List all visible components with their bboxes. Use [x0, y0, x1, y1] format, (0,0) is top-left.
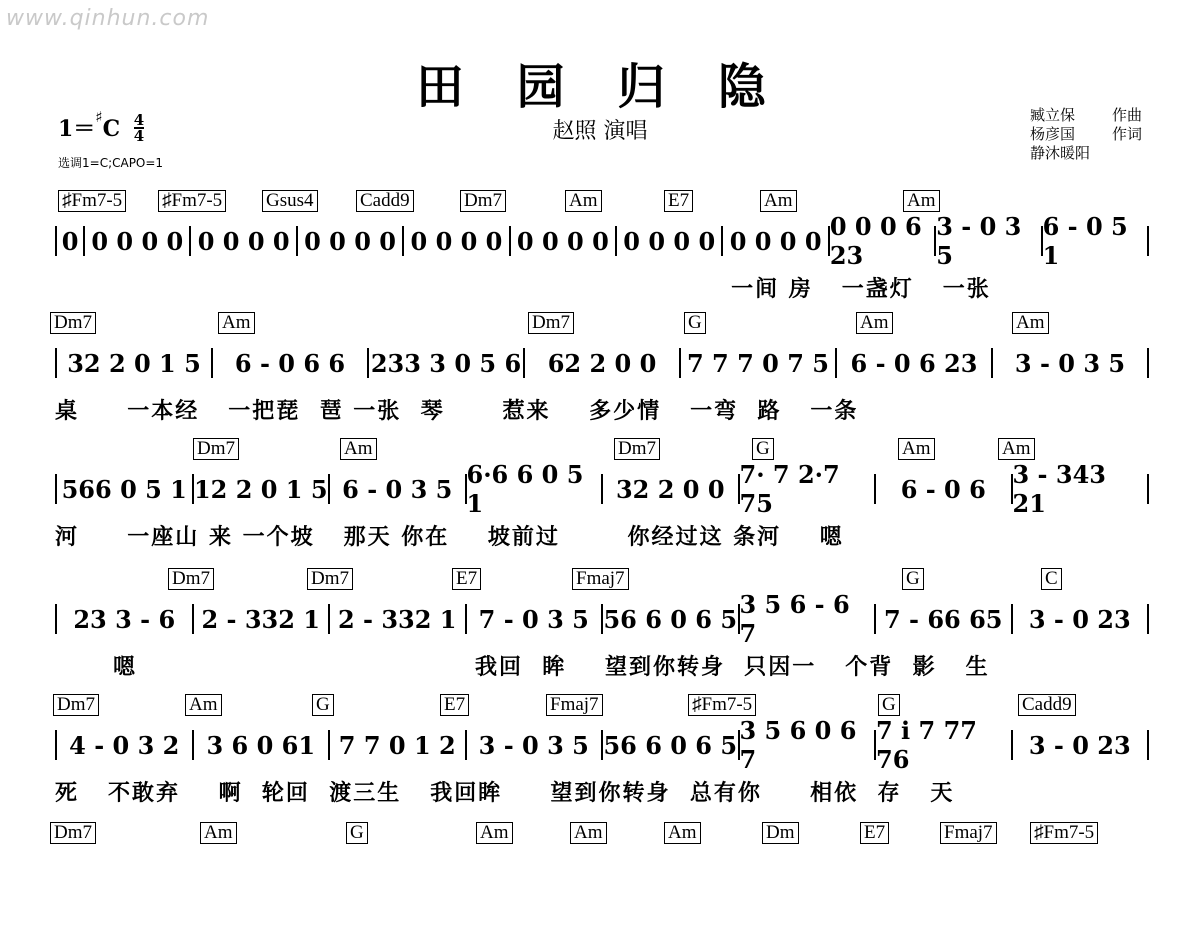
measure: 0 0 0 0	[617, 226, 723, 256]
measure: 0	[57, 226, 85, 256]
chord-box: Am	[565, 190, 602, 212]
measure: 0 0 0 0	[298, 226, 404, 256]
measure: 0 0 0 0	[511, 226, 617, 256]
notation-line	[55, 212, 1149, 270]
score-system	[0, 312, 1200, 437]
singer-credit: 赵照 演唱	[552, 119, 648, 144]
chord-box: Dm7	[50, 312, 96, 334]
chord-box: Am	[760, 190, 797, 212]
sharp-sign: ♯	[95, 108, 103, 126]
measure: 6 - 0 6	[876, 474, 1013, 504]
measure: 7 - 66 65	[876, 604, 1013, 634]
measure: 3 - 0 23	[1028, 604, 1131, 634]
measure: 6 - 0 6 23	[837, 348, 993, 378]
chord-box: Am	[570, 822, 607, 844]
credit-role: 作词	[1112, 125, 1143, 143]
score-system	[0, 568, 1200, 693]
key-note: C	[102, 116, 121, 142]
measure: 3 - 0 3 5	[1014, 348, 1126, 378]
notation-line	[55, 590, 1149, 648]
measure: 0 0 0 0	[404, 226, 510, 256]
chord-box: Dm7	[528, 312, 574, 334]
lyric-line: 桌 一本经 一把琵 琶 一张 琴 惹来 多少情 一弯 路 一条	[55, 399, 859, 424]
measure: 3 - 0 3 5	[467, 730, 604, 760]
chord-box: Fmaj7	[546, 694, 603, 716]
measure: 3 - 0 3 5	[936, 226, 1042, 256]
chord-box: Am	[218, 312, 255, 334]
measure: 7 - 0 3 5	[467, 604, 604, 634]
chord-box: Gsus4	[262, 190, 318, 212]
chord-box: Dm7	[53, 694, 99, 716]
credit-composer	[1030, 106, 1142, 125]
credit-lyricist	[1030, 125, 1142, 144]
credit-name: 静沐暖阳	[1030, 144, 1091, 162]
score-system	[0, 190, 1200, 315]
measure: 56 6 0 6 5	[603, 730, 740, 760]
chord-box: Am	[898, 438, 935, 460]
measure: 6·6 6 0 5 1	[467, 474, 604, 504]
chord-box: G	[878, 694, 900, 716]
chord-box: Am	[185, 694, 222, 716]
chord-box: ♯Fm7-5	[688, 694, 756, 716]
measure: 3 6 0 61	[194, 730, 331, 760]
chord-box: E7	[452, 568, 481, 590]
measure: 6 - 0 5 1	[1042, 212, 1128, 270]
chord-box: Fmaj7	[940, 822, 997, 844]
chord-box: Am	[476, 822, 513, 844]
measure: 3 - 343 21	[1012, 460, 1106, 518]
credit-arranger	[1030, 144, 1142, 163]
measure: 7 7 0 1 2	[330, 730, 467, 760]
score-system	[0, 694, 1200, 819]
chord-box: C	[1041, 568, 1062, 590]
chord-box: G	[684, 312, 706, 334]
chord-box: Am	[200, 822, 237, 844]
lyric-line: 一间 房 一盏灯 一张	[55, 277, 991, 302]
key-signature	[58, 108, 145, 145]
chord-box: Am	[903, 190, 940, 212]
chord-box: ♯Fm7-5	[58, 190, 126, 212]
chord-box: G	[312, 694, 334, 716]
chord-box: G	[902, 568, 924, 590]
chord-box: Dm	[762, 822, 799, 844]
watermark: www.qinhun.com	[6, 6, 210, 31]
chord-box: Am	[1012, 312, 1049, 334]
notation-line	[55, 716, 1149, 774]
credit-name: 杨彦国	[1030, 125, 1076, 143]
chord-box: ♯Fm7-5	[158, 190, 226, 212]
credits	[1030, 106, 1142, 163]
notation-line	[55, 348, 1149, 378]
chord-box: Am	[998, 438, 1035, 460]
measure: 32 2 0 1 5	[57, 348, 213, 378]
chord-box: Cadd9	[1018, 694, 1076, 716]
lyric-line: 死 不敢弃 啊 轮回 渡三生 我回眸 望到你转身 总有你 相依 存 天	[55, 781, 955, 806]
chord-box: E7	[664, 190, 693, 212]
measure: 3 5 6 0 6 7	[740, 730, 877, 760]
measure: 7· 7 2·7 75	[740, 474, 877, 504]
lyric-line: 嗯 我回 眸 望到你转身 只因一 个背 影 生	[55, 655, 990, 680]
chord-box: Dm7	[193, 438, 239, 460]
measure: 0 0 0 0	[85, 226, 191, 256]
chord-box: ♯Fm7-5	[1030, 822, 1098, 844]
chord-box: Am	[664, 822, 701, 844]
time-bottom: 4	[133, 127, 145, 145]
chord-box: E7	[860, 822, 889, 844]
chord-box: Am	[856, 312, 893, 334]
measure: 6 - 0 3 5	[330, 474, 467, 504]
time-signature	[134, 113, 144, 143]
measure: 23 3 - 6	[57, 604, 194, 634]
chord-box: Dm7	[614, 438, 660, 460]
time-top: 4	[133, 111, 145, 129]
score-system	[0, 438, 1200, 563]
measure: 7 i 7 77 76	[876, 730, 1013, 760]
measure: 2 - 332 1	[330, 604, 467, 634]
chord-box: Fmaj7	[572, 568, 629, 590]
measure: 6 - 0 6 6	[213, 348, 369, 378]
measure: 56 6 0 6 5	[603, 604, 740, 634]
measure: 3 - 0 23	[1028, 730, 1131, 760]
song-title: 田 园 归 隐	[415, 59, 785, 115]
measure: 32 2 0 0	[603, 474, 740, 504]
chord-box: Dm7	[50, 822, 96, 844]
chord-box: Cadd9	[356, 190, 414, 212]
measure: 3 5 6 - 6 7	[740, 604, 877, 634]
measure: 4 - 0 3 2	[57, 730, 194, 760]
measure: 0 0 0 0	[191, 226, 297, 256]
chord-box: Am	[340, 438, 377, 460]
score-system	[0, 822, 1200, 947]
chord-box: Dm7	[460, 190, 506, 212]
measure: 566 0 5 1	[57, 474, 194, 504]
chord-box: Dm7	[307, 568, 353, 590]
chord-box: E7	[440, 694, 469, 716]
credit-role: 作曲	[1112, 106, 1143, 124]
measure: 233 3 0 5 6	[369, 348, 525, 378]
chord-box: Dm7	[168, 568, 214, 590]
measure: 12 2 0 1 5	[194, 474, 331, 504]
measure: 0 0 0 0	[723, 226, 829, 256]
measure: 62 2 0 0	[525, 348, 681, 378]
measure: 0 0 0 6 23	[830, 226, 936, 256]
chord-box: G	[752, 438, 774, 460]
measure: 7 7 7 0 7 5	[681, 348, 837, 378]
key-prefix: 1＝	[58, 116, 96, 142]
lyric-line: 河 一座山 来 一个坡 那天 你在 坡前过 你经过这 条河 嗯	[55, 525, 844, 550]
measure: 2 - 332 1	[194, 604, 331, 634]
credit-name: 臧立保	[1030, 106, 1076, 124]
chord-box: G	[346, 822, 368, 844]
notation-line	[55, 460, 1149, 518]
capo-note: 选调1=C;CAPO=1	[58, 156, 164, 170]
